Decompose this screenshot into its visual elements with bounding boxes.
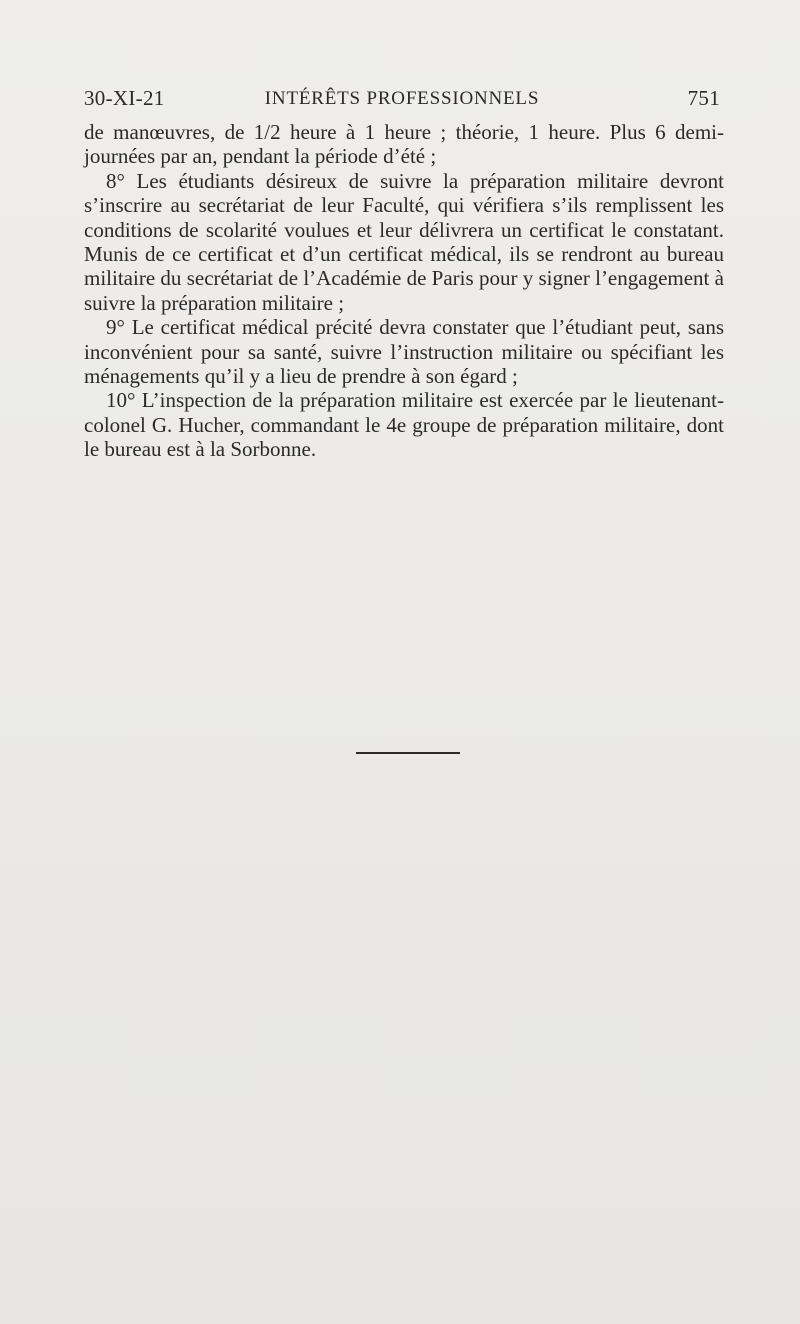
header-date: 30-XI-21: [84, 86, 165, 110]
end-rule: [356, 752, 460, 754]
paragraph-continuation: de manœuvres, de 1/2 heure à 1 heure ; théorie, 1 heure. Plus 6 demi-journées par an, pendant la période d’été ;: [84, 120, 724, 169]
paragraph-item-9: 9° Le certificat médical précité devra constater que l’étudiant peut, sans inconvénient pour sa santé, suivre l’instruction militaire ou spécifiant les ménagements qu’il y a lieu de prendre à son égard ;: [84, 315, 724, 389]
paragraph-item-10: 10° L’inspection de la préparation militaire est exercée par le lieutenant-colonel G. Hucher, commandant le 4e groupe de préparation militaire, dont le bureau est à la Sorbonne.: [84, 388, 724, 462]
paragraph-item-8: 8° Les étudiants désireux de suivre la préparation militaire devront s’inscrire au secrétariat de leur Faculté, qui vérifiera s’ils remplissent les conditions de scolarité voulues et leur délivrera un certificat le constatant. Munis de ce certificat et d’un certificat médical, ils se rendront au bureau militaire du secrétariat de l’Académie de Paris pour y signer l’engagement à suivre la préparation militaire ;: [84, 168, 724, 315]
body-text: [84, 120, 724, 462]
running-header: [84, 86, 720, 116]
header-title: INTÉRÊTS PROFESSIONNELS: [264, 88, 540, 109]
page-number: 751: [687, 86, 720, 110]
